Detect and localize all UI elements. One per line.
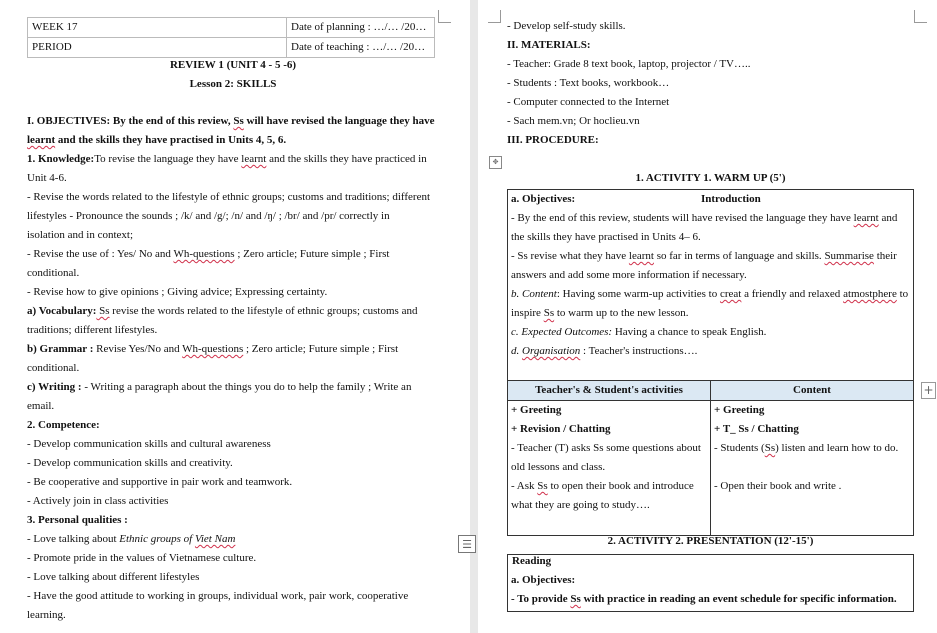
activities-table	[508, 380, 913, 536]
chatting-label: + T_ Ss / Chatting	[714, 423, 799, 435]
knowledge-item-2: - Revise the use of : Yes/ No and Wh-questions ; Zero article; Future simple ; First	[27, 248, 390, 260]
period-cell: PERIOD	[28, 38, 287, 58]
vocabulary-line: a) Vocabulary: Ss revise the words related to the lifestyle of ethnic groups; customs and	[27, 305, 418, 317]
a1-outcomes: c. Expected Outcomes: Having a chance to speak English.	[511, 326, 767, 338]
vocabulary-line-2: traditions; different lifestyles.	[27, 324, 158, 336]
teacher-ask-line: - Teacher (T) asks Ss some questions about	[511, 442, 701, 454]
page-corner-mark	[914, 10, 927, 23]
activity-1-heading: 1. ACTIVITY 1. WARM UP (5')	[635, 172, 786, 184]
a1-content-b: inspire Ss to warm up to the new lesson.	[511, 307, 689, 319]
competence-item-3: - Be cooperative and supportive in pair work and teamwork.	[27, 476, 293, 488]
add-column-icon[interactable]: +	[921, 382, 936, 399]
page-corner-mark	[488, 10, 501, 23]
page-title: REVIEW 1 (UNIT 4 - 5 -6)	[169, 59, 297, 71]
week-cell: WEEK 17	[28, 18, 287, 38]
page-corner-mark	[438, 10, 451, 23]
activity-2-table	[507, 554, 914, 612]
students-listen-line: - Students (Ss) listen and learn how to do.	[714, 442, 899, 454]
a1-para-2: - Ss revise what they have learnt so far in terms of language and skills. Summarise their	[511, 250, 897, 262]
teaching-date-cell: Date of teaching : …/… /20…	[287, 38, 435, 58]
a1-para-1b: the skills they have practised in Units 4– 6.	[511, 231, 701, 243]
knowledge-item-2b: conditional.	[27, 267, 80, 279]
competence-item-1: - Develop communication skills and cultural awareness	[27, 438, 271, 450]
table-move-handle-icon[interactable]: ✥	[489, 156, 502, 169]
content-cell	[711, 401, 913, 536]
objectives-line-2: learnt and the skills they have practised in Units 4, 5, 6.	[27, 134, 287, 146]
materials-item-3: - Computer connected to the Internet	[507, 96, 670, 108]
revision-label: + Revision / Chatting	[511, 423, 611, 435]
lesson-subtitle: Lesson 2: SKILLS	[189, 78, 277, 90]
knowledge-unit: Unit 4-6.	[27, 172, 67, 184]
a1-organisation: d. Organisation : Teacher's instructions….	[511, 345, 698, 357]
a1-introduction-label: Introduction	[701, 193, 761, 205]
qualities-item-1: - Love talking about Ethnic groups of Viet Nam	[27, 533, 236, 545]
a2-objective-line: - To provide Ss with practice in reading an event schedule for specific information.	[511, 593, 897, 605]
qualities-item-4b: learning.	[27, 609, 66, 621]
ask-ss-line-2: what they are going to study….	[511, 499, 650, 511]
a1-para-1: - By the end of this review, students will have revised the language they have learnt and	[511, 212, 898, 224]
competence-heading: 2. Competence:	[27, 419, 100, 431]
header-table	[27, 17, 435, 58]
column-header-activities: Teacher's & Student's activities	[508, 381, 711, 400]
a2-objectives-label: a. Objectives:	[511, 574, 576, 586]
knowledge-item-1: - Revise the words related to the lifestyle of ethnic groups; customs and traditions; different	[27, 191, 431, 203]
reading-label: Reading	[512, 555, 552, 567]
objectives-heading: I. OBJECTIVES: By the end of this review, Ss will have revised the language they have	[27, 115, 435, 127]
knowledge-item-3: - Revise how to give opinions ; Giving advice; Expressing certainty.	[27, 286, 328, 298]
qualities-item-2: - Promote pride in the values of Vietnamese culture.	[27, 552, 257, 564]
writing-line-2: email.	[27, 400, 55, 412]
layout-options-icon[interactable]: ☰	[458, 535, 476, 553]
procedure-heading: III. PROCEDURE:	[507, 134, 599, 146]
writing-line: c) Writing : - Writing a paragraph about the things you do to help the family ; Write an	[27, 381, 412, 393]
grammar-line-2: conditional.	[27, 362, 80, 374]
a1-objectives-label: a. Objectives:	[511, 193, 576, 205]
greeting-label: + Greeting	[511, 404, 562, 416]
materials-item-1: - Teacher: Grade 8 text book, laptop, projector / TV…..	[507, 58, 751, 70]
teacher-ask-line-2: old lessons and class.	[511, 461, 606, 473]
activity-1-table	[507, 189, 914, 536]
qualities-heading: 3. Personal qualities :	[27, 514, 128, 526]
materials-item-2: - Students : Text books, workbook…	[507, 77, 670, 89]
a1-para-2b: answers and add some more information if necessary.	[511, 269, 747, 281]
competence-item-2: - Develop communication skills and creativity.	[27, 457, 233, 469]
open-book-line: - Open their book and write .	[714, 480, 842, 492]
materials-heading: II. MATERIALS:	[507, 39, 591, 51]
grammar-line: b) Grammar : Revise Yes/No and Wh-questions ; Zero article; Future simple ; First	[27, 343, 399, 355]
competence-item-4: - Actively join in class activities	[27, 495, 169, 507]
activities-cell	[508, 401, 711, 536]
qualities-item-4: - Have the good attitude to working in groups, individual work, pair work, cooperative	[27, 590, 409, 602]
self-study-line: - Develop self-study skills.	[507, 20, 626, 32]
content-greeting-label: + Greeting	[714, 404, 765, 416]
activity-2-heading: 2. ACTIVITY 2. PRESENTATION (12'-15')	[607, 535, 814, 547]
knowledge-item-1b: lifestyles - Pronounce the sounds ; /k/ and /g/; /n/ and /ŋ/ ; /br/ and /pr/ correctly in	[27, 210, 390, 222]
materials-item-4: - Sach mem.vn; Or hoclieu.vn	[507, 115, 640, 127]
document-page-right	[478, 0, 937, 633]
a1-content: b. Content: Having some warm-up activities to creat a friendly and relaxed atmostphere to	[511, 288, 909, 300]
knowledge-item-1c: isolation and in context;	[27, 229, 134, 241]
qualities-item-3: - Love talking about different lifestyles	[27, 571, 200, 583]
ask-ss-line: - Ask Ss to open their book and introduce	[511, 480, 694, 492]
planning-date-cell: Date of planning : …/… /20…	[287, 18, 435, 38]
knowledge-line: 1. Knowledge:To revise the language they have learnt and the skills they have practiced in	[27, 153, 427, 165]
column-header-content: Content	[711, 381, 913, 400]
